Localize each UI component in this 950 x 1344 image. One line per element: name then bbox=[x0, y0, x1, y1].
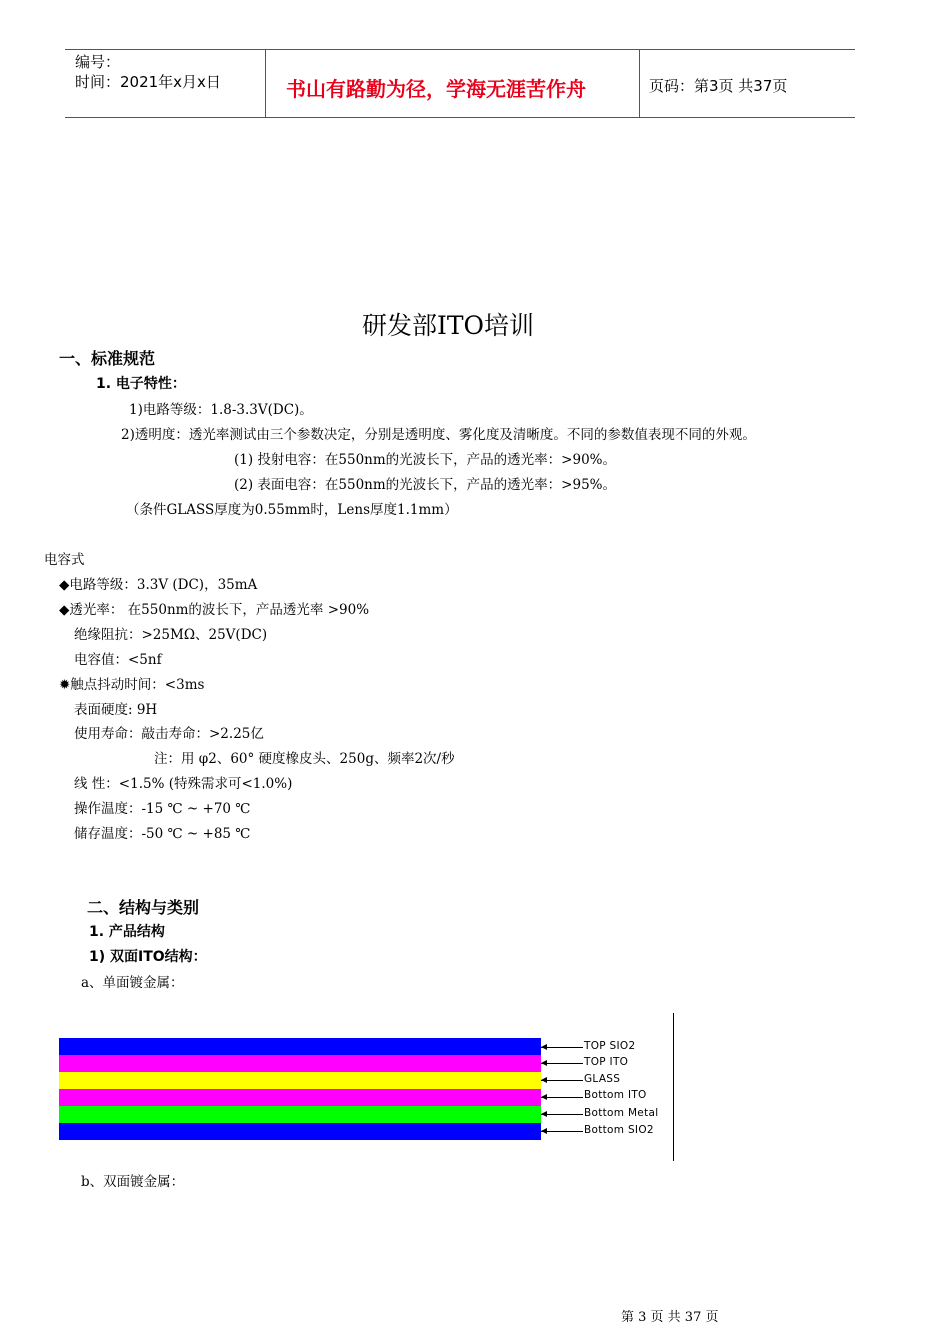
section1-line2: 2)透明度：透光率测试由三个参数决定，分别是透明度、雾化度及清晰度。不同的参数值表现不同的外观。 bbox=[121, 427, 756, 443]
capacitive-item: 储存温度：-50 ℃ ~ +85 ℃ bbox=[74, 826, 251, 842]
header-motto: 书山有路勤为径，学海无涯苦作舟 bbox=[286, 77, 586, 101]
layer-bottom-metal bbox=[59, 1106, 541, 1123]
capacitive-item: ◆电路等级：3.3V (DC)，35mA bbox=[59, 577, 258, 593]
layer-top-sio2 bbox=[59, 1038, 541, 1055]
page-footer: 第 3 页 共 37 页 bbox=[621, 1310, 719, 1325]
arrow-icon bbox=[541, 1063, 583, 1064]
layer-bottom-sio2 bbox=[59, 1123, 541, 1140]
capacitive-item: 线 性：<1.5% (特殊需求可<1.0%) bbox=[74, 776, 293, 792]
capacitive-item: 表面硬度: 9H bbox=[74, 702, 158, 718]
diagram-frame-line bbox=[673, 1013, 674, 1161]
section1-line3: (1) 投射电容：在550nm的光波长下，产品的透光率：>90%。 bbox=[234, 452, 616, 468]
arrow-icon bbox=[541, 1114, 583, 1115]
arrow-icon bbox=[541, 1131, 583, 1132]
layer-label: Bottom ITO bbox=[584, 1089, 647, 1101]
capacitive-item: 电容值：<5nf bbox=[74, 652, 162, 668]
section2-sub2: 1) 双面ITO结构： bbox=[89, 949, 207, 965]
header-page-label: 页码：第3页 共37页 bbox=[649, 77, 788, 95]
layer-label: TOP SIO2 bbox=[584, 1040, 636, 1052]
capacitive-item: 绝缘阻抗：>25MΩ、25V(DC) bbox=[74, 627, 268, 643]
section1-line4: (2) 表面电容：在550nm的光波长下，产品的透光率：>95%。 bbox=[234, 477, 616, 493]
capacitive-heading: 电容式 bbox=[44, 552, 85, 568]
header-divider-left bbox=[265, 49, 266, 117]
capacitive-item: 注：用 φ2、60° 硬度橡皮头、250g、频率2次/秒 bbox=[154, 751, 455, 767]
header-time-label: 时间：2021年x月x日 bbox=[75, 73, 221, 91]
arrow-icon bbox=[541, 1047, 583, 1048]
section1-line1: 1)电路等级：1.8-3.3V(DC)。 bbox=[129, 402, 313, 418]
section2-item-a: a、单面镀金属： bbox=[81, 975, 184, 991]
arrow-icon bbox=[541, 1097, 583, 1098]
capacitive-item: ✹触点抖动时间：<3ms bbox=[59, 677, 205, 693]
capacitive-item: 操作温度：-15 ℃ ~ +70 ℃ bbox=[74, 801, 251, 817]
layer-bottom-ito bbox=[59, 1089, 541, 1106]
section2-item-b: b、双面镀金属： bbox=[81, 1174, 185, 1190]
header-number-label: 编号： bbox=[75, 53, 121, 71]
layer-label: Bottom SIO2 bbox=[584, 1124, 654, 1136]
section1-heading: 一、标准规范 bbox=[59, 349, 156, 368]
header-top-rule bbox=[65, 49, 855, 50]
arrow-icon bbox=[541, 1080, 583, 1081]
layer-label: TOP ITO bbox=[584, 1056, 629, 1068]
layer-glass bbox=[59, 1072, 541, 1089]
section2-heading: 二、结构与类别 bbox=[87, 898, 200, 917]
capacitive-item: ◆透光率： 在550nm的波长下，产品透光率 >90% bbox=[59, 602, 370, 618]
section1-sub1: 1. 电子特性： bbox=[96, 376, 186, 392]
page-title: 研发部ITO培训 bbox=[362, 311, 535, 340]
header-bottom-rule bbox=[65, 117, 855, 118]
capacitive-item: 使用寿命：敲击寿命：>2.25亿 bbox=[74, 726, 264, 742]
layer-label: Bottom Metal bbox=[584, 1107, 659, 1119]
header-divider-right bbox=[639, 49, 640, 117]
layer-label: GLASS bbox=[584, 1073, 621, 1085]
section2-sub1: 1. 产品结构 bbox=[89, 924, 165, 940]
section1-line5: （条件GLASS厚度为0.55mm时，Lens厚度1.1mm） bbox=[126, 502, 458, 518]
layer-top-ito bbox=[59, 1055, 541, 1072]
